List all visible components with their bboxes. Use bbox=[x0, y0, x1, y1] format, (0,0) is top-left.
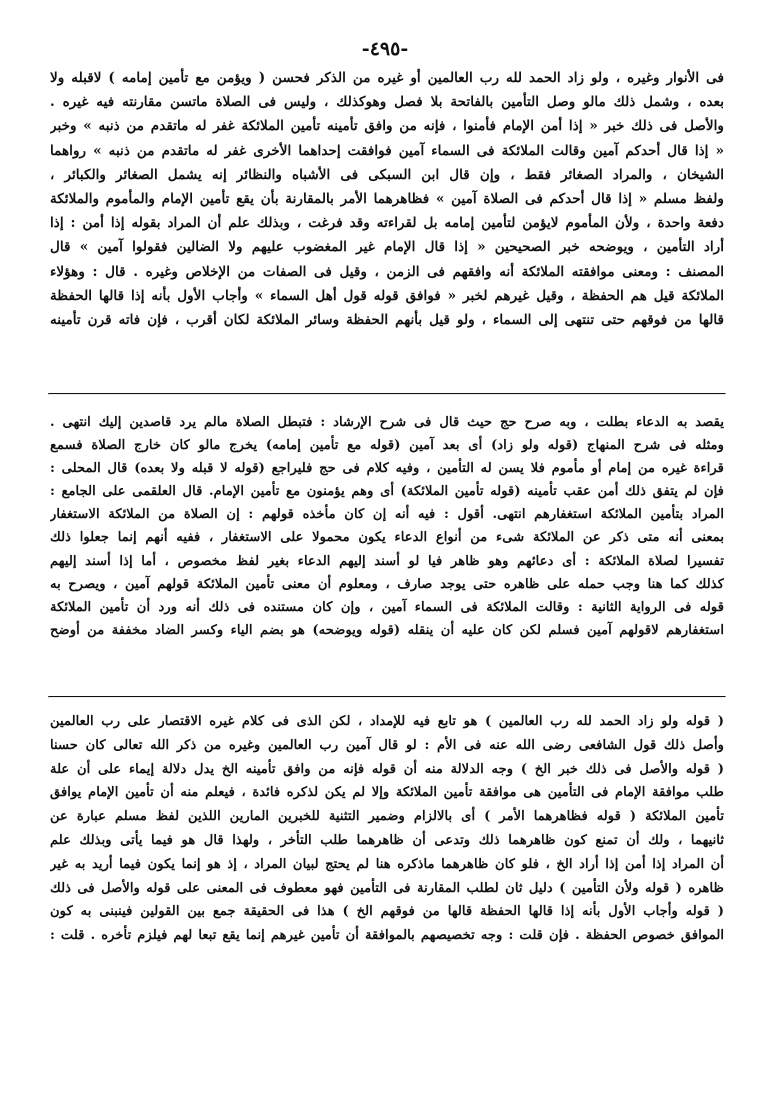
commentary-line: كذلك كما هنا وجب حمله على ظاهره حتى يوجد صارف ، ومعلوم أن معنى تأمين الملائكة قولهم آمين ، ويصرح به bbox=[50, 576, 724, 592]
commentary-line: تفسيرا لصلاة الملائكة : أى دعائهم وهو ظاهر فيا لو أسند إليهم الدعاء بغير لفظ مخصوص ، أما إذا أسند إليهم bbox=[50, 553, 724, 569]
section-divider bbox=[48, 393, 726, 395]
commentary-line: الموافق خصوص الحفظة . فإن قلت : وجه تخصيصهم بالموافقة أن تأمين غيرهم إنما يقع تبعا لهم فيلزم تأخره . قلت : bbox=[50, 928, 724, 944]
main-text-line: الملائكة قيل هم الحفظة ، وقيل غيرهم لخبر « فوافق قوله قول أهل السماء » وأجاب الأول بأنه إذا قالها الحفظة bbox=[50, 287, 724, 304]
commentary-line: تأمين الملائكة ( قوله فظاهرهما الأمر ) أى بالالزام وضمير التثنية للخبرين المارين اللذين لفظ مسلم عبارة عن bbox=[50, 809, 724, 825]
commentary-line: ( قوله وأجاب الأول بأنه إذا قالها الحفظة قالها من فوقهم الخ ) هذا فى الحقيقة جمع بين القولين فينبنى به كون bbox=[50, 904, 724, 920]
main-text-line: بعده ، وشمل ذلك مالو وصل التأمين بالفاتحة بلا فصل وهوكذلك ، وليس فى الصلاة ماتسن مقارنته فيه غيره . bbox=[50, 94, 724, 111]
commentary-line: وأصل ذلك قول الشافعى رضى الله عنه فى الأم : لو قال آمين رب العالمين وغيره من ذكر الله تعالى كان حسنا bbox=[50, 737, 724, 753]
commentary-line: استغفارهم لاقولهم آمين فسلم لكن كان عليه أن ينقله (قوله ويوضحه) هو بضم الياء وكسر الضاد مخففة من أوضح bbox=[50, 622, 724, 638]
main-text-line: فى الأنوار وغيره ، ولو زاد الحمد لله رب العالمين أو غيره من الذكر فحسن ( ويؤمن مع تأمين إمامه ) لاقبله ولا bbox=[50, 70, 724, 86]
commentary-line: فإن لم يتفق ذلك أمن عقب تأمينه (قوله تأمين الملائكة) أى وهم يؤمنون مع تأمين الإمام. قال العلقمى على الجامع : bbox=[50, 484, 724, 500]
main-text bbox=[50, 66, 724, 332]
main-text-line: دفعة واحدة ، ولأن المأموم لايؤمن لتأمين إمامه بل لقراءته وقد فرغت ، وبذلك علم أن المراد بقوله إذا أمن : إذا bbox=[50, 215, 724, 232]
section-divider bbox=[48, 696, 726, 698]
commentary-line: بمعنى أنه متى ذكر عن الملائكة شىء من أنواع الدعاء يكون محمولا على الاستغفار ، ففيه أنهم إنما جعلوا ذلك bbox=[50, 530, 724, 546]
main-text-line: المصنف : ومعنى موافقته الملائكة أنه وافقهم فى الزمن ، وقيل فى الصفات من الإخلاص وغيره . قال : وهؤلاء bbox=[50, 263, 724, 280]
commentary-first bbox=[50, 411, 724, 642]
commentary-line: ( قوله ولو زاد الحمد لله رب العالمين ) هو تابع فيه للإمداد ، لكن الذى فى كلام غيره الاقتصار على رب العالمين bbox=[50, 714, 724, 729]
commentary-line: طلب موافقة الإمام فى التأمين هى موافقة تأمين الملائكة وإلا لم يكن لذكره فائدة ، فيعلم منه أن تأمين الإمام يوافق bbox=[50, 785, 724, 801]
main-text-line: الشيخان ، والمراد الصغائر فقط ، وإن قال ابن السبكى فى الأشباه والنظائر إنه يشمل الصغائر والكبائر ، bbox=[50, 166, 724, 183]
commentary-line: المراد بتأمين الملائكة استغفارهم انتهى. أقول : فيه أنه إن كان مأخذه قولهم : إن الصلاة من الملائكة الاستغفار bbox=[50, 507, 724, 523]
commentary-line: ظاهره ( قوله ولأن التأمين ) دليل ثان لطلب المقارنة فى التأمين فهو معطوف فى المعنى على قوله والأصل فى ذلك bbox=[50, 880, 724, 896]
main-text-line: قالها من فوقهم حتى تنتهى إلى السماء ، ولو قيل بأنهم الحفظة وسائر الملائكة لكان أقرب ، فإن فاته قرن تأمينه bbox=[50, 311, 724, 328]
main-text-line: « إذا قال أحدكم آمين وقالت الملائكة فى السماء آمين فوافقت إحداهما الأخرى غفر له ماتقدم من ذنبه » رواهما bbox=[50, 142, 724, 159]
commentary-line: يقصد به الدعاء بطلت ، وبه صرح حج حيث قال فى شرح الإرشاد : فتبطل الصلاة مالم يرد قاصدين إليك انتهى . bbox=[50, 415, 724, 430]
page-number: -٤٩٥- bbox=[361, 38, 409, 60]
main-text-line: ولفظ مسلم « إذا قال أحدكم فى الصلاة آمين » فظاهرهما الأمر بالمقارنة بأن يقع تأمين الإمام والمأموم والملائكة bbox=[50, 190, 724, 207]
commentary-line: قراءة غيره من إمام أو مأموم فلا يسن له التأمين ، وفيه كلام فى حج فليراجع (قوله لا قبله ولا بعده) قال المحلى : bbox=[50, 461, 724, 477]
commentary-line: ومثله فى شرح المنهاج (قوله ولو زاد) أى بعد آمين (قوله مع تأمين إمامه) يخرج مالو كان خارج الصلاة فسمع bbox=[50, 438, 724, 454]
commentary-line: قوله فى الرواية الثانية : وقالت الملائكة فى السماء آمين ، وإن كان مستنده فى ذلك أنه ورد أن تأمين الملائكة bbox=[50, 599, 724, 615]
commentary-second bbox=[50, 710, 724, 948]
commentary-line: أن المراد إذا أمن إذا أراد الخ ، فلو كان ظاهرهما ماذكره هنا لم يحتج لبيان المراد ، إذ هو إنما يكون فيما أريد به غير bbox=[50, 856, 724, 872]
commentary-line: ثانيهما ، ولك أن تمنع كون ظاهرهما ذلك وتدعى أن ظاهرهما طلب التأخر ، ولهذا قال هو فيما يأتى وبذلك علم bbox=[50, 832, 724, 848]
main-text-line: والأصل فى ذلك خبر « إذا أمن الإمام فأمنوا ، فإنه من وافق تأمينه تأمين الملائكة غفر له ماتقدم من ذنبه » وخبر bbox=[50, 118, 724, 135]
commentary-line: ( قوله والأصل فى ذلك خبر الخ ) وجه الدلالة منه أن قوله فإنه من وافق تأمينه الخ يدل دلالة إيماء على أن علة bbox=[50, 761, 724, 777]
main-text-line: أراد التأمين ، ويوضحه خبر الصحيحين « إذا قال الإمام غير المغضوب عليهم ولا الضالين فقولوا آمين » قال bbox=[50, 239, 724, 256]
